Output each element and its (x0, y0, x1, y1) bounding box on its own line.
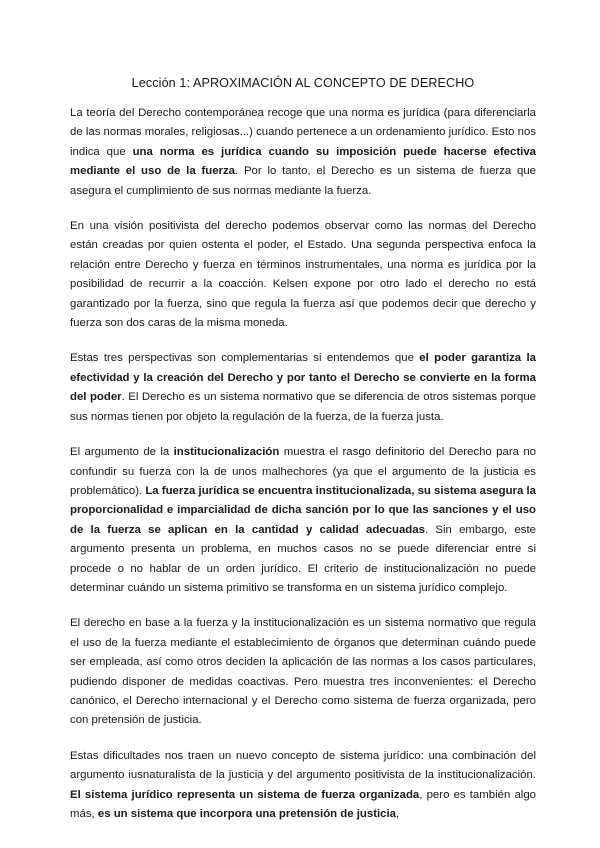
paragraph-text: . Sin embargo, este argumento presenta un problema, en muchos casos no se puede diferenciar entre si procede o no hablar de un orden jurídico. El criterio de institucionalización no puede determinar cuándo un sistema primitivo se transforma en un sistema jurídico complejo. (70, 523, 536, 594)
paragraph-5 (70, 614, 536, 730)
paragraph-bold-text: el poder garantiza la efectividad y la creación del Derecho y por tanto el Derecho se convierte en la forma del poder (70, 352, 536, 404)
paragraph-text: El derecho en base a la fuerza y la institucionalización es un sistema normativo que regula el uso de la fuerza mediante el establecimiento de órganos que determinan cuándo puede ser empleada, así como otros deciden la aplicación de las normas a los casos particulares, pudiendo disponer de medidas coactivas. Pero muestra tres inconvenientes: el Derecho canónico, el Derecho internacional y el Derecho como sistema de fuerza organizada, pero con pretensión de justicia. (70, 617, 536, 727)
paragraph-text: . El Derecho es un sistema normativo que se diferencia de otros sistemas porque sus normas tienen por objeto la regulación de la fuerza, de la fuerza justa. (70, 391, 536, 423)
paragraph-6 (70, 747, 536, 825)
paragraph-text: , pero es también algo más, (70, 788, 537, 820)
paragraph-text: . Por lo tanto, el Derecho es un sistema de fuerza que asegura el cumplimiento de sus normas mediante la fuerza. (70, 165, 537, 197)
paragraph-text: La teoría del Derecho contemporánea recoge que una norma es jurídica (para diferenciarla de las normas morales, religiosas...) cuando pertenece a un ordenamiento jurídico. Esto nos indica que (70, 107, 537, 158)
paragraph-bold-text: La fuerza jurídica se encuentra institucionalizada, su sistema asegura la proporcionalidad e imparcialidad de dicha sanción por lo que las sanciones y el uso de la fuerza se aplican en la cantidad y calidad adecuadas (70, 484, 536, 536)
paragraph-bold-text: es un sistema que incorpora una pretensión de justicia (97, 808, 396, 820)
paragraph-4 (70, 443, 536, 598)
page-title: Lección 1: APROXIMACIÓN AL CONCEPTO DE DERECHO (131, 76, 475, 90)
paragraph-2 (70, 217, 536, 333)
paragraph-3 (70, 349, 536, 427)
paragraph-text: En una visión positivista del derecho podemos observar como las normas del Derecho están creadas por quien ostenta el poder, el Estado. Una segunda perspectiva enfoca la relación entre Derecho y fuerza en términos instrumentales, una norma es jurídica por la posibilidad de recurrir a la coacción. Kelsen expone por otro lado el derecho no está garantizado por la fuerza, sino que regula la fuerza así que podemos decir que derecho y fuerza son dos caras de la misma moneda. (70, 220, 536, 330)
paragraph-text: , (396, 808, 400, 820)
paragraph-1 (70, 104, 536, 201)
paragraph-bold-text: una norma es jurídica cuando su imposición puede hacerse efectiva mediante el uso de la fuerza (70, 145, 536, 178)
paragraph-text: Estas tres perspectivas son complementarias si entendemos que (70, 352, 420, 365)
paragraph-text: muestra el rasgo definitorio del Derecho para no confundir su fuerza con la de unos malhechores (ya que el argumento de la justicia es problemático). (70, 446, 536, 497)
paragraph-bold-text: El sistema jurídico representa un sistema de fuerza organizada (70, 788, 420, 801)
paragraph-text: El argumento de la (70, 446, 174, 459)
paragraph-bold-text: institucionalización (173, 446, 280, 459)
paragraph-text: Estas dificultades nos traen un nuevo concepto de sistema jurídico: una combinación del argumento iusnaturalista de la justicia y del argumento positivista de la institucionalización. (70, 749, 536, 782)
